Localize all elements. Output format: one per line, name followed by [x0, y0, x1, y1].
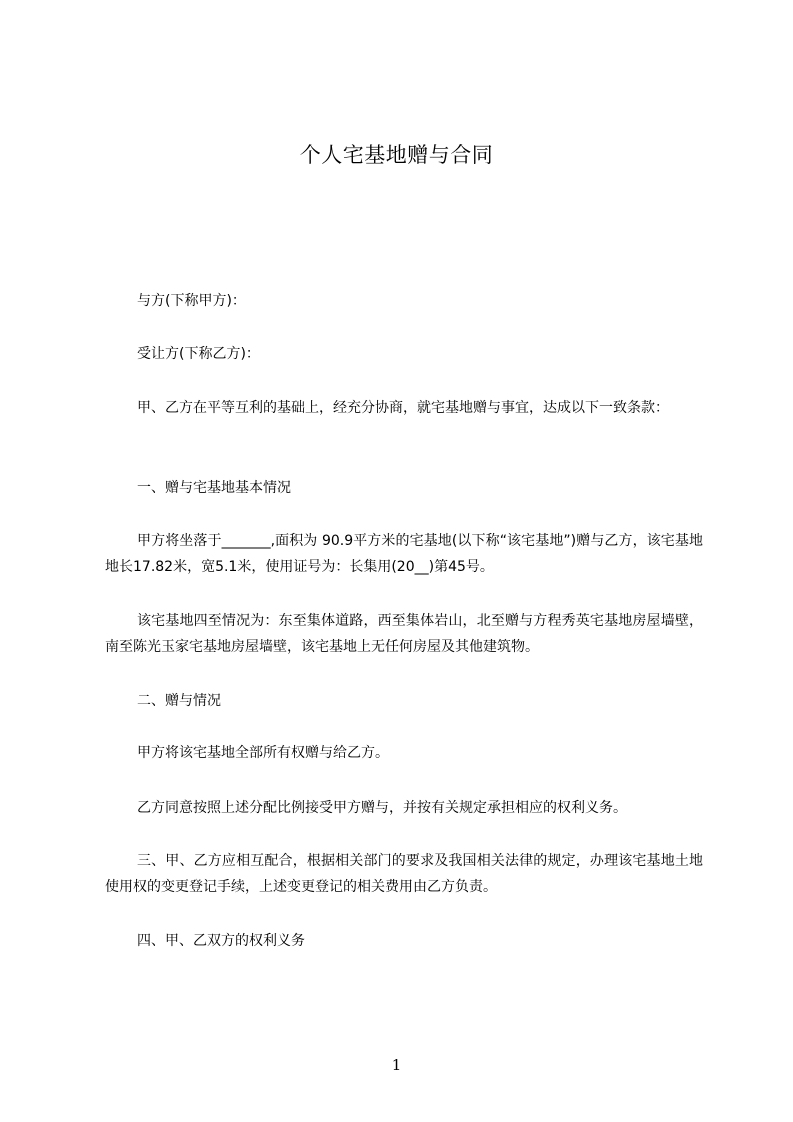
party-a-line: 与方(下称甲方)： — [137, 293, 246, 309]
section-3-paragraph: 三、甲、乙方应相互配合，根据相关部门的要求及我国相关法律的规定，办理该宅基地土地使用权的变更登记手续，上述变更登记的相关费用由乙方负责。 — [105, 853, 703, 895]
party-b-line: 受让方(下称乙方)： — [137, 346, 260, 362]
section-1-heading: 一、赠与宅基地基本情况 — [137, 480, 291, 496]
property-boundaries-paragraph: 该宅基地四至情况为：东至集体道路，西至集体岩山，北至赠与方程秀英宅基地房屋墙壁，南至陈光玉家宅基地房屋墙壁，该宅基地上无任何房屋及其他建筑物。 — [105, 613, 703, 655]
section-4-heading: 四、甲、乙双方的权利义务 — [137, 933, 305, 949]
acceptance-paragraph: 乙方同意按照上述分配比例接受甲方赠与，并按有关规定承担相应的权利义务。 — [137, 800, 627, 816]
gift-statement-paragraph: 甲方将该宅基地全部所有权赠与给乙方。 — [137, 745, 389, 761]
page-number: 1 — [391, 1056, 402, 1074]
preamble-paragraph: 甲、乙方在平等互利的基础上，经充分协商，就宅基地赠与事宜，达成以下一致条款： — [137, 400, 669, 416]
document-title: 个人宅基地赠与合同 — [299, 143, 494, 167]
section-2-heading: 二、赠与情况 — [137, 693, 221, 709]
property-description-paragraph: 甲方将坐落于_______,面积为 90.9平方米的宅基地(以下称“该宅基地”)赠与乙方，该宅基地地长17.82米，宽5.1米，使用证号为：长集用(20__)第45号。 — [105, 533, 703, 575]
